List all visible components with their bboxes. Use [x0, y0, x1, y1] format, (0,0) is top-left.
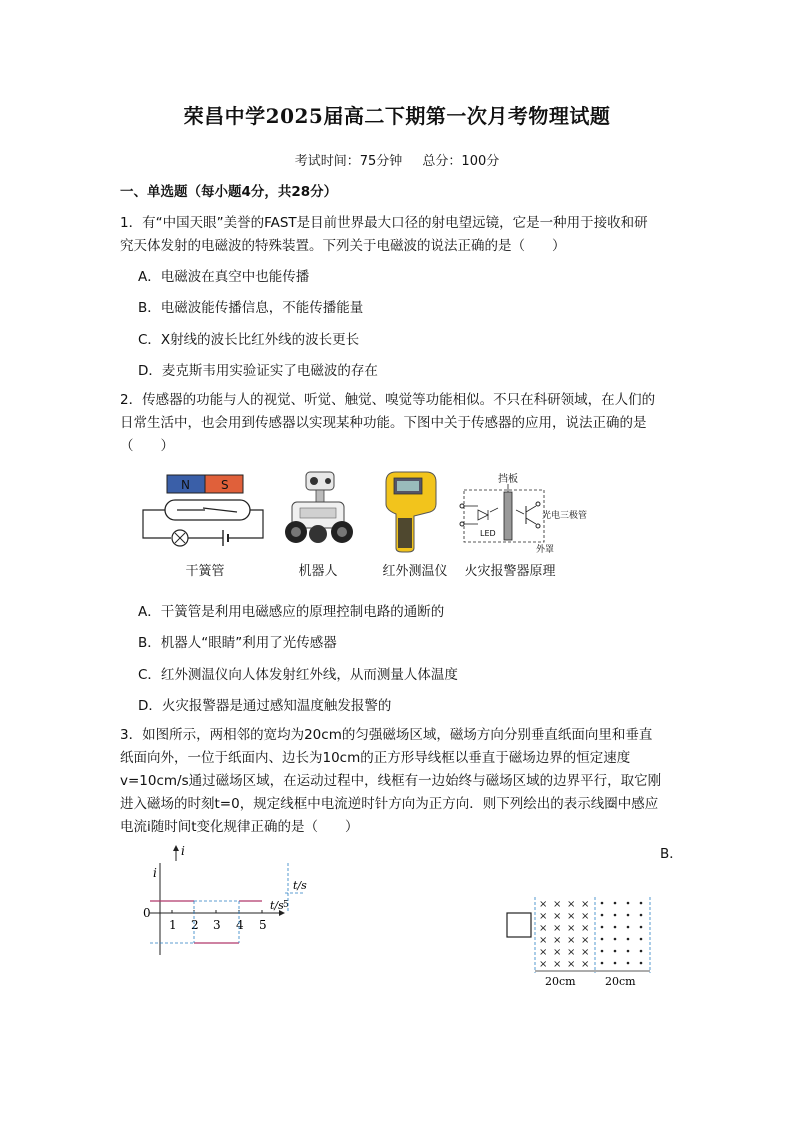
tick-3: 3 — [213, 918, 221, 932]
field-cross-mark: × — [567, 923, 576, 934]
q1-line2: 究天体发射的电磁波的特殊装置。下列关于电磁波的说法正确的是（ ） — [120, 238, 566, 254]
field-cross-mark: × — [567, 947, 576, 958]
tick-1: 1 — [169, 918, 177, 932]
field-cross-mark: × — [581, 935, 590, 946]
label-cover: 外罩 — [536, 545, 555, 555]
graph-tick-extra: 5 — [283, 900, 289, 910]
field-dot-mark — [614, 938, 617, 941]
field-dot-mark — [627, 926, 630, 929]
magnet-s: S — [221, 478, 229, 492]
field-dot-mark — [640, 950, 643, 953]
q2-option-a[interactable]: A．干簧管是利用电磁感应的原理控制电路的通断的 — [138, 604, 445, 620]
field-dot-mark — [601, 950, 604, 953]
fire-alarm-figure — [458, 470, 608, 555]
field-cross-mark: × — [581, 947, 590, 958]
reed-switch-figure — [135, 470, 275, 560]
q3-line1: 3．如图所示，两相邻的宽均为20cm的匀强磁场区域，磁场方向分别垂直纸面向里和垂直 — [120, 727, 653, 743]
field-cross-mark: × — [553, 947, 562, 958]
caption-robot: 机器人 — [298, 564, 338, 579]
q2-option-b[interactable]: B．机器人“眼睛”利用了光传感器 — [138, 635, 337, 651]
graph-origin: 0 — [143, 906, 151, 920]
field-dot-mark — [640, 926, 643, 929]
field-cross-mark: × — [539, 947, 548, 958]
field-cross-mark: × — [567, 911, 576, 922]
q3-line3: v=10cm/s通过磁场区域，在运动过程中，线框有一边始终与磁场区域的边界平行，取它刚 — [120, 773, 662, 789]
q2-line1: 2．传感器的功能与人的视觉、听觉、触觉、嗅觉等功能相似。不只在科研领域，在人们的 — [120, 392, 656, 408]
field-cross-mark: × — [553, 923, 562, 934]
q1-option-b[interactable]: B．电磁波能传播信息，不能传播能量 — [138, 300, 364, 316]
field-dot-mark — [601, 914, 604, 917]
q2-stem — [120, 389, 680, 458]
q3-option-b-label: B． — [660, 846, 683, 862]
q3-current-graph — [135, 843, 315, 973]
field-cross-mark: × — [581, 899, 590, 910]
field-dot-mark — [614, 962, 617, 965]
tick-5: 5 — [259, 918, 267, 932]
caption-thermometer: 红外测温仪 — [382, 564, 448, 579]
q1-stem — [120, 212, 680, 258]
field-cross-mark: × — [553, 911, 562, 922]
q3-line4: 进入磁场的时刻t=0，规定线框中电流逆时针方向为正方向．则下列绘出的表示线圈中感应 — [120, 796, 659, 812]
q2-option-c[interactable]: C．红外测温仪向人体发射红外线，从而测量人体温度 — [138, 667, 458, 683]
field-cross-mark: × — [567, 899, 576, 910]
field-cross-mark: × — [567, 935, 576, 946]
tick-4: 4 — [236, 918, 244, 932]
field-dot-mark — [601, 902, 604, 905]
caption-fire-alarm: 火灾报警器原理 — [464, 564, 556, 579]
field-dot-mark — [640, 902, 643, 905]
magnet-n: N — [181, 478, 190, 492]
label-phototransistor: 光电三极管 — [542, 511, 588, 521]
field-dot-mark — [601, 962, 604, 965]
field-dot-mark — [601, 938, 604, 941]
q3-line5: 电流i随时间t变化规律正确的是（ ） — [120, 819, 359, 835]
graph-x-label-2: t/s — [293, 879, 307, 892]
tick-2: 2 — [191, 918, 199, 932]
field-dot-mark — [640, 938, 643, 941]
q3-field-figure — [505, 893, 665, 993]
square-loop — [507, 913, 531, 937]
field-cross-mark: × — [553, 959, 562, 970]
exam-info — [0, 150, 794, 169]
field-dot-mark — [627, 914, 630, 917]
q1-option-d[interactable]: D．麦克斯韦用实验证实了电磁波的存在 — [138, 363, 378, 379]
thermometer-figure — [380, 470, 440, 555]
field-cross-mark: × — [553, 935, 562, 946]
graph-y-label: i — [153, 866, 157, 880]
field-cross-mark: × — [581, 911, 590, 922]
exam-time: 考试时间：75分钟 — [294, 154, 403, 169]
label-baffle: 挡板 — [498, 474, 518, 485]
field-dot-mark — [614, 926, 617, 929]
field-dot-mark — [614, 950, 617, 953]
field-cross-mark: × — [539, 923, 548, 934]
q2-option-d[interactable]: D．火灾报警器是通过感知温度触发报警的 — [138, 698, 392, 714]
field-cross-mark: × — [539, 935, 548, 946]
field-dot-mark — [627, 902, 630, 905]
q1-line1: 1．有“中国天眼”美誉的FAST是目前世界最大口径的射电望远镜，它是一种用于接收和研 — [120, 215, 648, 231]
field-dot-mark — [627, 950, 630, 953]
field-cross-mark: × — [581, 923, 590, 934]
q3-stem — [120, 724, 680, 839]
label-led: LED — [480, 529, 496, 538]
section-heading: 一、单选题（每小题4分，共28分） — [120, 184, 338, 200]
field-dot-mark — [614, 914, 617, 917]
q2-line2: 日常生活中，也会用到传感器以实现某种功能。下图中关于传感器的应用，说法正确的是 — [120, 415, 647, 431]
field-cross-mark: × — [539, 959, 548, 970]
field-cross-mark: × — [539, 911, 548, 922]
field-dot-mark — [640, 962, 643, 965]
caption-reed-switch: 干簧管 — [185, 564, 225, 579]
q3-line2: 纸面向外，一位于纸面内、边长为10cm的正方形导线框以垂直于磁场边界的恒定速度 — [120, 750, 631, 766]
field-cross-mark: × — [581, 959, 590, 970]
field-dot-mark — [627, 938, 630, 941]
robot-figure — [278, 468, 358, 553]
field-dot-mark — [601, 926, 604, 929]
field-dot-mark — [614, 902, 617, 905]
q1-option-a[interactable]: A．电磁波在真空中也能传播 — [138, 269, 310, 285]
field-dot-mark — [640, 914, 643, 917]
width-left-label: 20cm — [545, 975, 576, 988]
width-right-label: 20cm — [605, 975, 636, 988]
graph-y-label-top: i — [181, 844, 185, 858]
q2-line3: （ ） — [120, 438, 174, 454]
field-dot-mark — [627, 962, 630, 965]
field-cross-mark: × — [539, 899, 548, 910]
graph-x-label: t/s — [270, 899, 284, 912]
field-cross-mark: × — [553, 899, 562, 910]
field-cross-mark: × — [567, 959, 576, 970]
exam-score: 总分：100分 — [422, 154, 500, 169]
q1-option-c[interactable]: C．X射线的波长比红外线的波长更长 — [138, 332, 360, 348]
exam-title: 荣昌中学2025届高二下期第一次月考物理试题 — [183, 104, 611, 128]
